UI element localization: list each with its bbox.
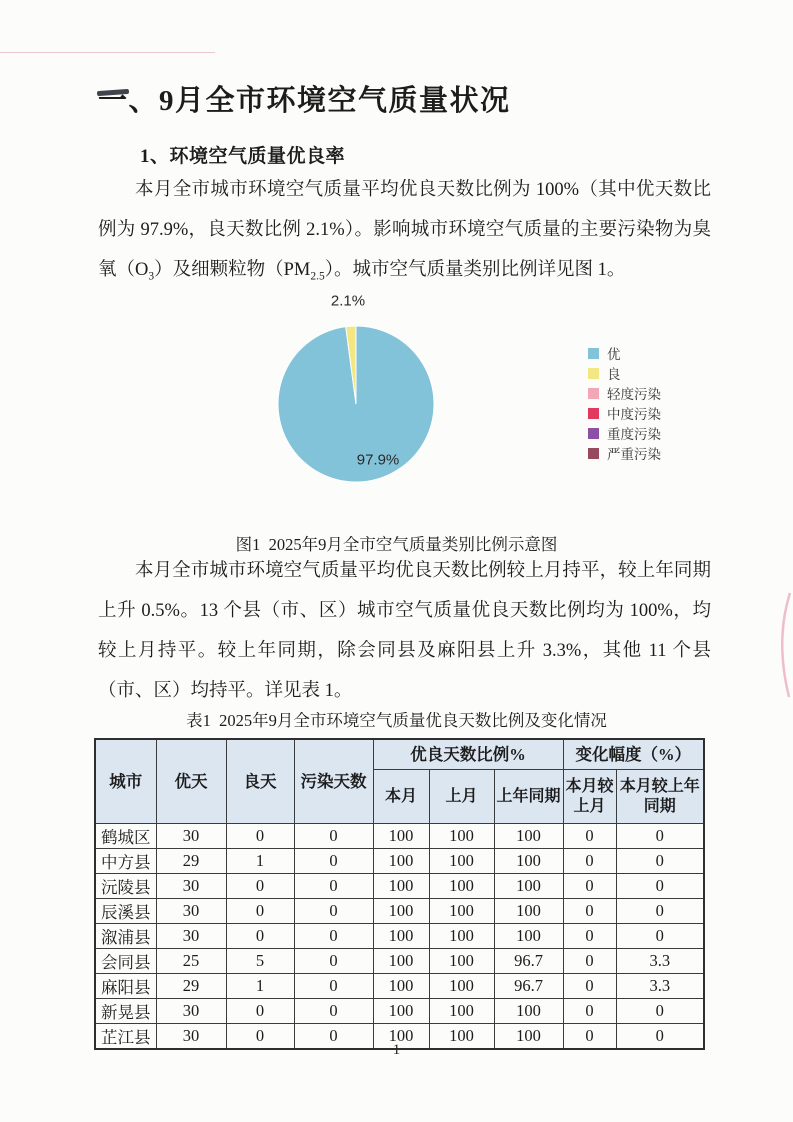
- table-cell: 96.7: [494, 949, 563, 974]
- col-header-vs-last-year: 本月较上年同期: [616, 770, 704, 824]
- table-cell: 3.3: [616, 974, 704, 999]
- table-cell: 0: [563, 849, 616, 874]
- table-cell: 100: [373, 999, 429, 1024]
- table-cell: 0: [563, 899, 616, 924]
- table-row: [95, 899, 704, 924]
- table-cell: 100: [429, 949, 494, 974]
- table-cell: 25: [156, 949, 226, 974]
- table-cell: 0: [226, 899, 294, 924]
- table-cell: 0: [563, 874, 616, 899]
- table-cell: 100: [494, 1024, 563, 1050]
- table-cell: 0: [616, 899, 704, 924]
- table-cell: 100: [429, 849, 494, 874]
- table-cell: 100: [429, 874, 494, 899]
- legend-label: 轻度污染: [607, 387, 661, 402]
- table-row: [95, 974, 704, 999]
- table-cell: 100: [429, 974, 494, 999]
- table-cell: 100: [429, 824, 494, 849]
- col-header-excellent-days: 优天: [156, 739, 226, 824]
- table-row: [95, 874, 704, 899]
- table-cell: 0: [616, 1024, 704, 1050]
- legend-swatch-icon: [588, 348, 599, 359]
- table-cell: 0: [226, 999, 294, 1024]
- table-cell: 0: [616, 874, 704, 899]
- table-cell: 溆浦县: [95, 924, 156, 949]
- legend-swatch-icon: [588, 408, 599, 419]
- table-cell: 30: [156, 1024, 226, 1050]
- table-cell: 0: [563, 924, 616, 949]
- table-cell: 0: [294, 924, 373, 949]
- table-cell: 30: [156, 824, 226, 849]
- legend-swatch-icon: [588, 428, 599, 439]
- table-cell: 0: [563, 1024, 616, 1050]
- section-heading: 1、环境空气质量优良率: [140, 146, 346, 167]
- table-row: [95, 824, 704, 849]
- legend-label: 严重污染: [607, 447, 661, 462]
- table-cell: 30: [156, 999, 226, 1024]
- table-cell: 0: [616, 924, 704, 949]
- table-cell: 新晃县: [95, 999, 156, 1024]
- legend-item: [588, 403, 661, 423]
- table-row: [95, 849, 704, 874]
- table-cell: 100: [373, 899, 429, 924]
- pie-slice-label-excellent: 97.9%: [356, 451, 400, 469]
- col-group-change: 变化幅度（%）: [563, 739, 704, 770]
- table-cell: 0: [616, 849, 704, 874]
- figure-caption: 图1 2025年9月全市空气质量类别比例示意图: [235, 535, 558, 554]
- table-cell: 30: [156, 924, 226, 949]
- table-cell: 100: [373, 924, 429, 949]
- chart-legend: [588, 343, 661, 463]
- pie-slice-label-good: 2.1%: [330, 292, 366, 310]
- paragraph-details: 本月全市城市环境空气质量平均优良天数比例较上月持平，较上年同期上升 0.5%。13 个县（市、区）城市空气质量优良天数比例均为 100%，均较上月持平。较上年同期，除会同县及麻阳县上升 3.3%，其他 11 个县（市、区）均持平。详见表 1。: [98, 561, 711, 701]
- table-cell: 0: [294, 999, 373, 1024]
- stamp-edge-arc: [769, 585, 793, 705]
- table-cell: 0: [294, 849, 373, 874]
- table-cell: 麻阳县: [95, 974, 156, 999]
- col-header-vs-last-month: 本月较上月: [563, 770, 616, 824]
- table-cell: 100: [429, 899, 494, 924]
- col-group-ratio: 优良天数比例%: [373, 739, 563, 770]
- table-cell: 100: [373, 874, 429, 899]
- table-cell: 100: [373, 949, 429, 974]
- table-cell: 100: [429, 1024, 494, 1050]
- table-caption: 表1 2025年9月全市环境空气质量优良天数比例及变化情况: [186, 711, 607, 730]
- table-cell: 0: [563, 824, 616, 849]
- table-cell: 0: [294, 1024, 373, 1050]
- table-cell: 0: [226, 824, 294, 849]
- scan-artifact-line: [0, 52, 215, 53]
- legend-label: 中度污染: [607, 407, 661, 422]
- table-cell: 会同县: [95, 949, 156, 974]
- table-cell: 3.3: [616, 949, 704, 974]
- table-cell: 100: [494, 849, 563, 874]
- table-cell: 100: [494, 874, 563, 899]
- col-header-polluted-days: 污染天数: [294, 739, 373, 824]
- table-cell: 5: [226, 949, 294, 974]
- legend-item: [588, 363, 661, 383]
- col-header-last-month: 上月: [429, 770, 494, 824]
- table-cell: 辰溪县: [95, 899, 156, 924]
- air-quality-table: [94, 738, 705, 1050]
- table-cell: 100: [429, 924, 494, 949]
- table-cell: 0: [226, 924, 294, 949]
- table-cell: 0: [616, 999, 704, 1024]
- table-cell: 0: [563, 974, 616, 999]
- legend-item: [588, 343, 661, 363]
- table-cell: 100: [373, 849, 429, 874]
- legend-label: 重度污染: [607, 427, 661, 442]
- legend-swatch-icon: [588, 448, 599, 459]
- table-row: [95, 924, 704, 949]
- table-cell: 100: [494, 999, 563, 1024]
- table-cell: 29: [156, 849, 226, 874]
- table-cell: 0: [294, 874, 373, 899]
- table-cell: 0: [294, 949, 373, 974]
- table-cell: 0: [563, 999, 616, 1024]
- table-cell: 0: [563, 949, 616, 974]
- legend-label: 良: [607, 367, 621, 382]
- table-cell: 100: [373, 824, 429, 849]
- table-cell: 100: [494, 824, 563, 849]
- table-cell: 96.7: [494, 974, 563, 999]
- col-header-city: 城市: [95, 739, 156, 824]
- table-cell: 芷江县: [95, 1024, 156, 1050]
- page-title: 一、9月全市环境空气质量状况: [98, 85, 511, 117]
- table-cell: 中方县: [95, 849, 156, 874]
- legend-swatch-icon: [588, 368, 599, 379]
- page-number: 1: [392, 1042, 401, 1058]
- table-row: [95, 949, 704, 974]
- table-cell: 0: [294, 899, 373, 924]
- table-cell: 30: [156, 874, 226, 899]
- table-cell: 100: [429, 999, 494, 1024]
- table-cell: 0: [294, 824, 373, 849]
- table-cell: 0: [294, 974, 373, 999]
- table-row: [95, 999, 704, 1024]
- legend-item: [588, 443, 661, 463]
- table-cell: 30: [156, 899, 226, 924]
- legend-item: [588, 423, 661, 443]
- table-cell: 1: [226, 849, 294, 874]
- legend-label: 优: [607, 347, 621, 362]
- table-cell: 100: [494, 899, 563, 924]
- paragraph-overview: 本月全市城市环境空气质量平均优良天数比例为 100%（其中优天数比例为 97.9%，良天数比例 2.1%）。影响城市环境空气质量的主要污染物为臭氧$(O_3)$及细颗粒物$(PM_{2.5})$。城市空气质量类别比例详见图 1。: [98, 180, 711, 283]
- table-cell: 鹤城区: [95, 824, 156, 849]
- table-cell: 100: [373, 1024, 429, 1050]
- table-cell: 1: [226, 974, 294, 999]
- table-cell: 0: [616, 824, 704, 849]
- table-cell: 100: [373, 974, 429, 999]
- table-cell: 100: [494, 924, 563, 949]
- table-cell: 29: [156, 974, 226, 999]
- col-header-this-month: 本月: [373, 770, 429, 824]
- legend-swatch-icon: [588, 388, 599, 399]
- legend-item: [588, 383, 661, 403]
- col-header-good-days: 良天: [226, 739, 294, 824]
- table-cell: 沅陵县: [95, 874, 156, 899]
- table-cell: 0: [226, 1024, 294, 1050]
- col-header-last-year-period: 上年同期: [494, 770, 563, 824]
- table-cell: 0: [226, 874, 294, 899]
